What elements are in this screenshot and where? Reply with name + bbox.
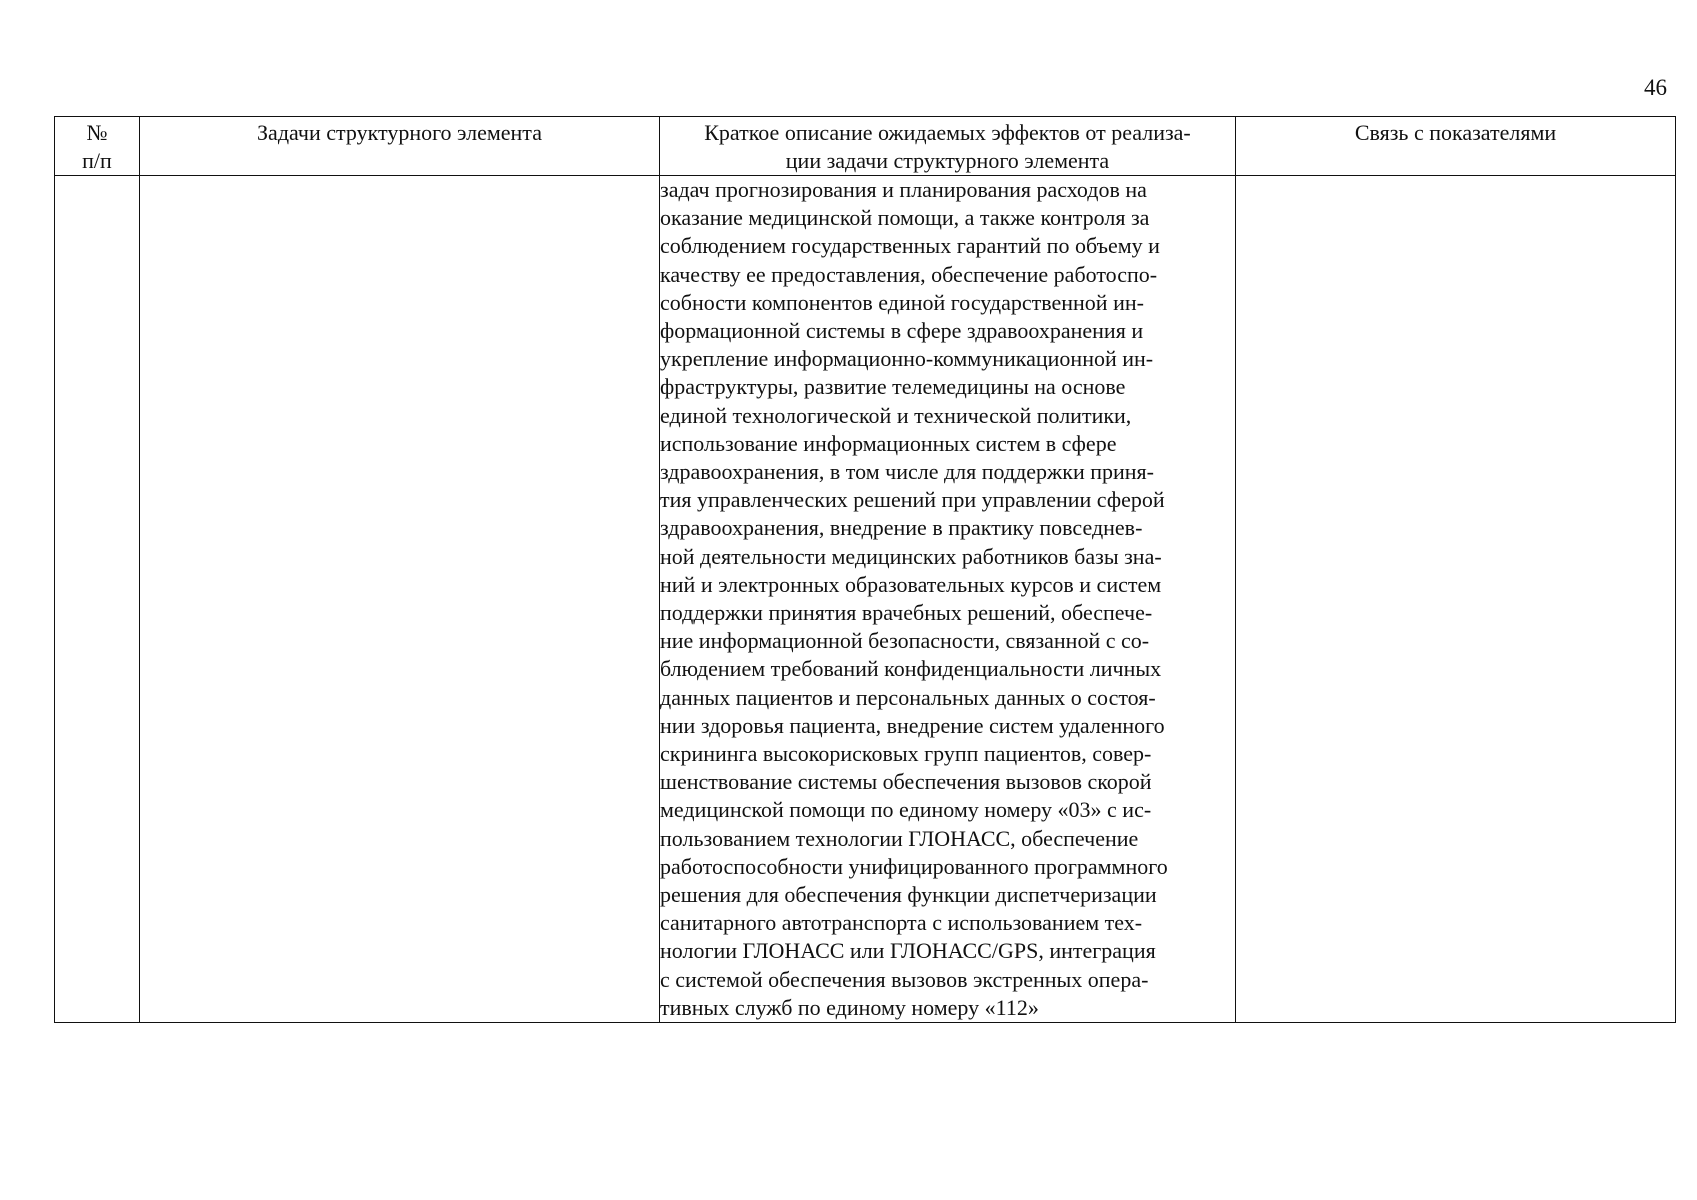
cell-indicators — [1236, 176, 1676, 1023]
header-num — [55, 117, 140, 176]
header-effects-line2: ции задачи структурного элемента — [785, 148, 1110, 173]
description-line: ной деятельности медицинских работников базы зна- — [660, 543, 1162, 569]
description-line: собности компонентов единой государственной ин- — [660, 289, 1144, 315]
header-indicators: Связь с показателями — [1236, 117, 1676, 176]
description-line: решения для обеспечения функции диспетчеризации — [660, 882, 1157, 908]
description-line: нологии ГЛОНАСС или ГЛОНАСС/GPS, интеграция — [660, 938, 1156, 964]
description-line: поддержки принятия врачебных решений, обеспече- — [660, 600, 1153, 626]
description-line: скрининга высокорисковых групп пациентов, совер- — [660, 741, 1152, 767]
table-row — [55, 176, 1676, 1023]
description-line: здравоохранения, в том числе для поддержки приня- — [660, 459, 1154, 485]
description-line: соблюдением государственных гарантий по объему и — [660, 233, 1160, 259]
cell-description — [660, 176, 1236, 1023]
description-line: формационной системы в сфере здравоохранения и — [660, 318, 1144, 344]
description-line: работоспособности унифицированного программного — [660, 853, 1168, 879]
cell-task — [140, 176, 660, 1023]
header-num-symbol: № — [86, 120, 108, 145]
page-number: 46 — [1644, 75, 1667, 100]
description-line: фраструктуры, развитие телемедицины на основе — [660, 374, 1126, 400]
description-line: здравоохранения, внедрение в практику повседнев- — [660, 515, 1143, 541]
header-effects — [660, 117, 1236, 176]
description-text — [660, 176, 1235, 1022]
header-tasks: Задачи структурного элемента — [140, 117, 660, 176]
description-line: шенствование системы обеспечения вызовов скорой — [660, 769, 1152, 795]
description-line: укрепление информационно-коммуникационной ин- — [660, 346, 1154, 372]
header-effects-line1: Краткое описание ожидаемых эффектов от реализа- — [704, 120, 1191, 145]
description-line: данных пациентов и персональных данных о состоя- — [660, 684, 1156, 710]
structural-element-table — [54, 116, 1676, 1023]
description-line: задач прогнозирования и планирования расходов на — [660, 177, 1147, 202]
header-num-abbr: п/п — [82, 148, 112, 173]
cell-num — [55, 176, 140, 1023]
description-line: единой технологической и технической политики, — [660, 402, 1132, 428]
description-line: нии здоровья пациента, внедрение систем удаленного — [660, 712, 1165, 738]
description-line: тивных служб по единому номеру «112» — [660, 994, 1039, 1020]
description-line: ний и электронных образовательных курсов и систем — [660, 571, 1162, 597]
description-line: блюдением требований конфиденциальности личных — [660, 656, 1162, 682]
description-line: санитарного автотранспорта с использованием тех- — [660, 910, 1143, 936]
description-line: медицинской помощи по единому номеру «03» с ис- — [660, 797, 1152, 823]
description-line: качеству ее предоставления, обеспечение работоспо- — [660, 261, 1158, 287]
description-line: оказание медицинской помощи, а также контроля за — [660, 205, 1150, 231]
description-line: ние информационной безопасности, связанной с со- — [660, 628, 1150, 654]
description-line: пользованием технологии ГЛОНАСС, обеспечение — [660, 825, 1139, 851]
description-line: с системой обеспечения вызовов экстренных опера- — [660, 966, 1149, 992]
description-line: использование информационных систем в сфере — [660, 430, 1117, 456]
table-header-row — [55, 117, 1676, 176]
description-line: тия управленческих решений при управлении сферой — [660, 487, 1165, 513]
